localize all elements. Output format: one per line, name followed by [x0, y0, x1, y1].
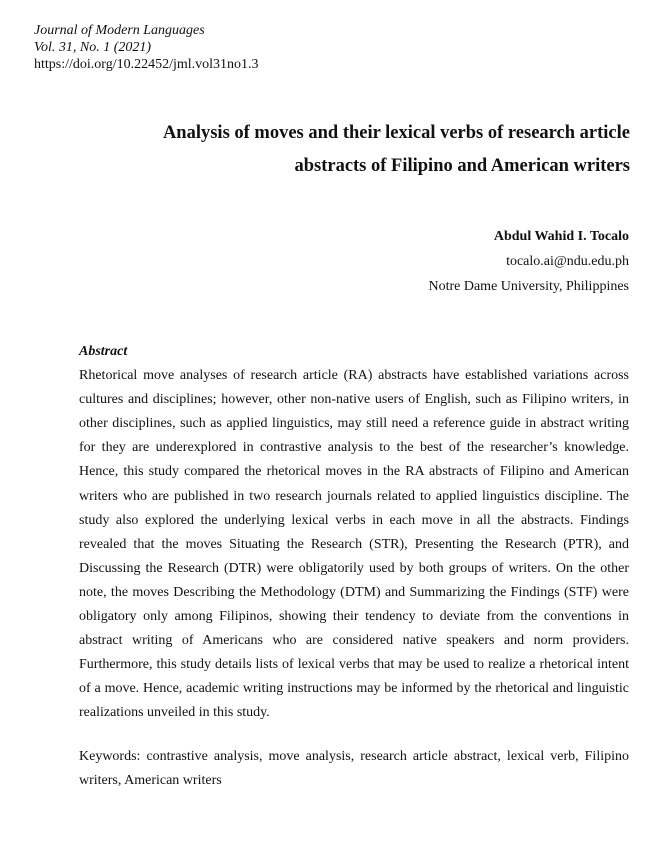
paper-title-line-2: abstracts of Filipino and American writers	[294, 156, 630, 176]
author-block	[428, 224, 629, 299]
journal-volume: Vol. 31, No. 1 (2021)	[34, 40, 152, 55]
author-affiliation: Notre Dame University, Philippines	[428, 279, 629, 294]
paper-title-line-1: Analysis of moves and their lexical verbs of research article	[162, 123, 630, 143]
keywords-list: contrastive analysis, move analysis, research article abstract, lexical verb, Filipino writers, American writers	[79, 748, 629, 788]
author-name: Abdul Wahid I. Tocalo	[493, 229, 629, 244]
author-email[interactable]: tocalo.ai@ndu.edu.ph	[506, 254, 629, 269]
journal-header	[34, 22, 259, 73]
keywords-label: Keywords:	[79, 748, 141, 764]
abstract-section	[79, 340, 629, 793]
doi-link[interactable]: https://doi.org/10.22452/jml.vol31no1.3	[34, 57, 259, 72]
abstract-heading: Abstract	[79, 344, 128, 359]
paper-title	[40, 117, 630, 183]
journal-name: Journal of Modern Languages	[34, 23, 205, 38]
keywords-section	[79, 745, 629, 793]
abstract-body: Rhetorical move analyses of research article (RA) abstracts have established variations across cultures and disciplines; however, other non-native users of English, such as Filipino writers, in other disciplines, such as applied linguistics, may still need a reference guide in abstract writing for they are underexplored in contrastive analysis to the best of the researcher’s knowledge. Hence, this study compared the rhetorical moves in the RA abstracts of Filipino and American writers who are published in two research journals related to applied linguistics discipline. The study also explored the underlying lexical verbs in each move in all the abstracts. Findings revealed that the moves Situating the Research (STR), Presenting the Research (PTR), and Discussing the Research (DTR) were obligatorily used by both groups of writers. On the other note, the moves Describing the Methodology (DTM) and Summarizing the Findings (STF) were obligatory only among Filipinos, showing their tendency to deviate from the conventions in abstract writing of Americans who are considered native speakers and norm providers. Furthermore, this study details lists of lexical verbs that may be used to realize a rhetorical intent of a move. Hence, academic writing instructions may be informed by the rhetorical and linguistic realizations unveiled in this study.	[79, 368, 629, 721]
